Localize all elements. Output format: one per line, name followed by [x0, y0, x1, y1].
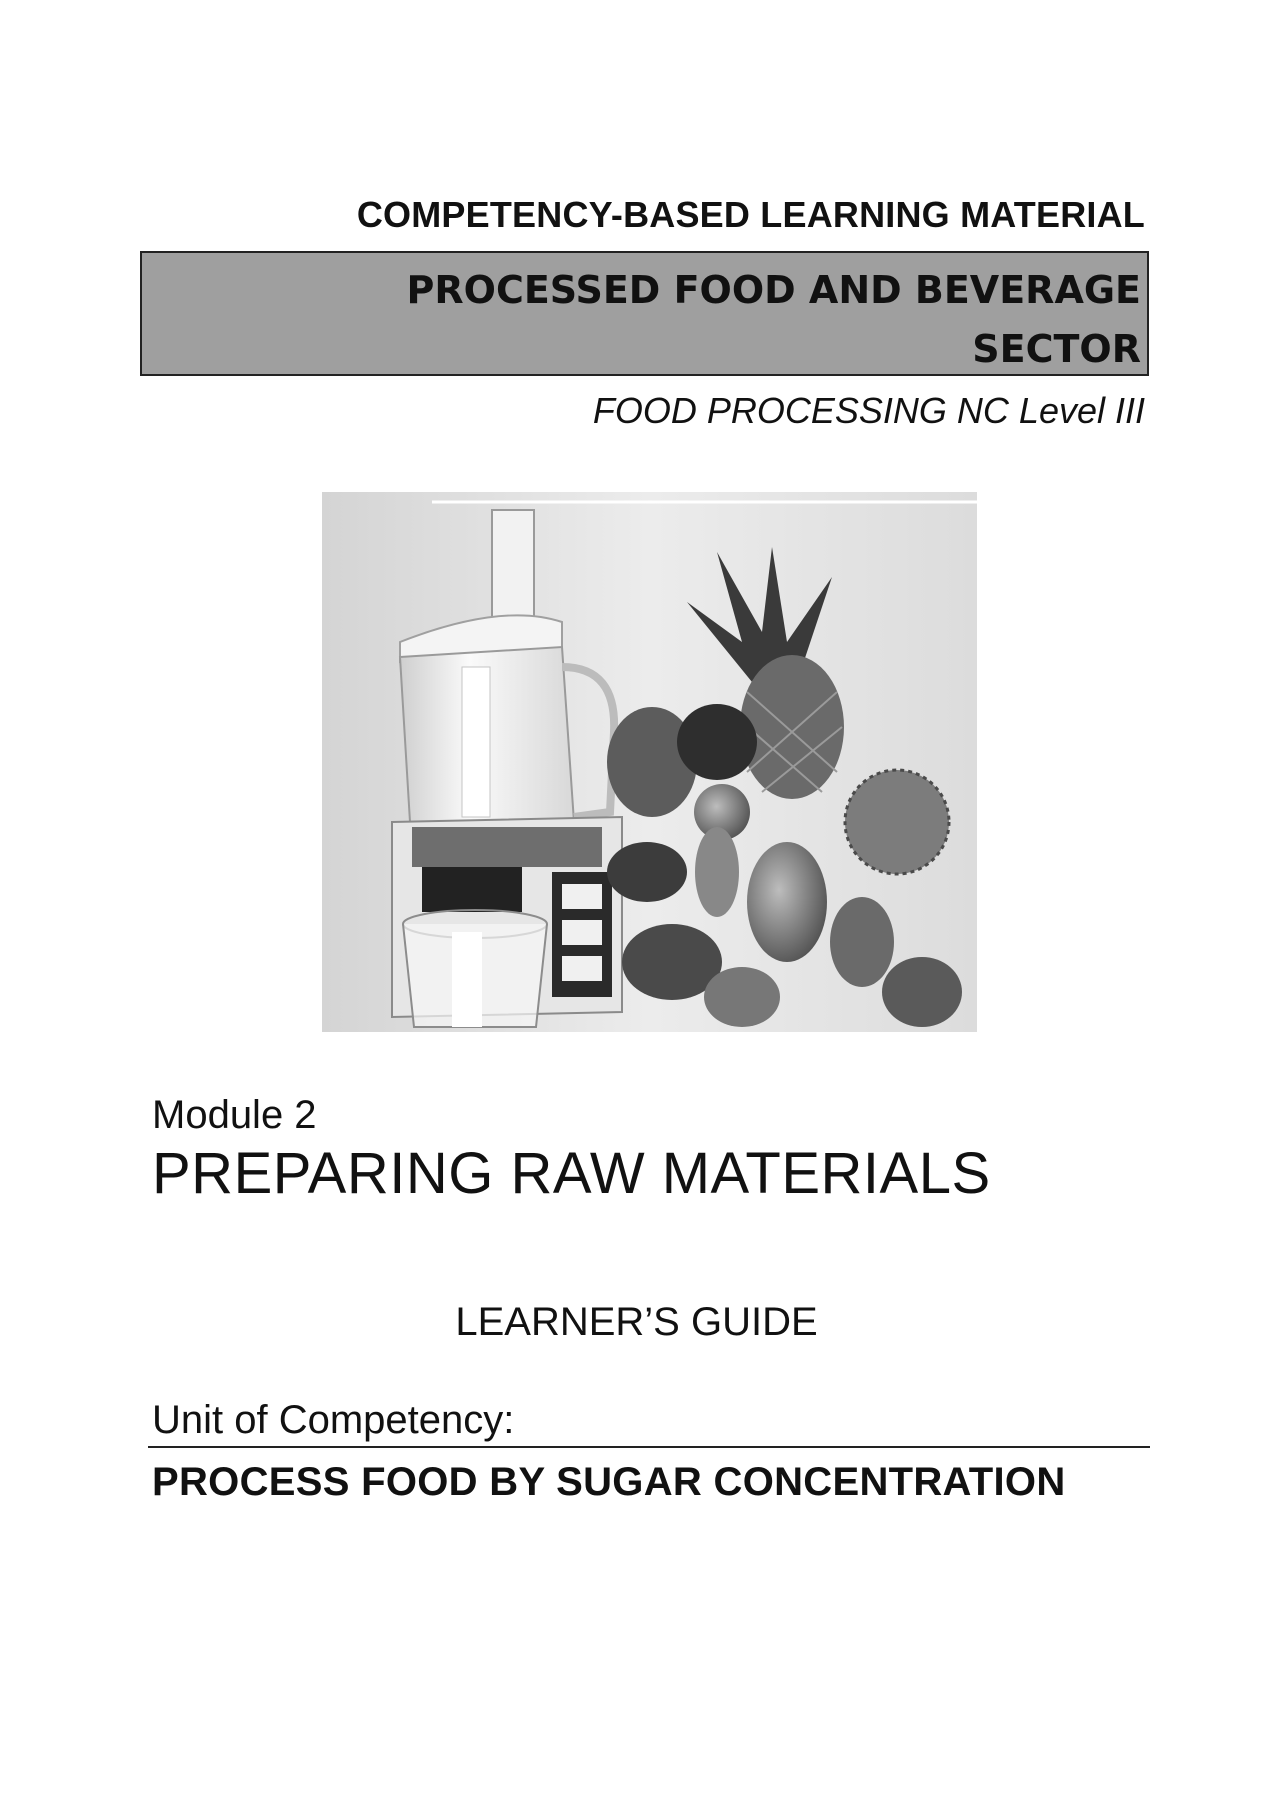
sector-title-line-2: SECTOR — [972, 327, 1141, 371]
unit-of-competency-label: Unit of Competency: — [152, 1398, 515, 1442]
unit-of-competency-title: PROCESS FOOD BY SUGAR CONCENTRATION — [152, 1460, 1066, 1504]
material-type-heading: COMPETENCY-BASED LEARNING MATERIAL — [356, 194, 1145, 235]
module-title: PREPARING RAW MATERIALS — [152, 1141, 991, 1206]
learners-guide-label: LEARNER’S GUIDE — [455, 1300, 818, 1344]
cover-photo — [322, 492, 977, 1032]
module-number: Module 2 — [152, 1093, 317, 1137]
divider — [148, 1446, 1150, 1448]
qualification-level: FOOD PROCESSING NC Level III — [592, 390, 1145, 431]
food-processor-illustration — [322, 492, 977, 1032]
sector-title — [241, 261, 1141, 379]
sector-title-line-1: PROCESSED FOOD AND BEVERAGE — [406, 268, 1141, 312]
sector-banner — [140, 251, 1149, 376]
